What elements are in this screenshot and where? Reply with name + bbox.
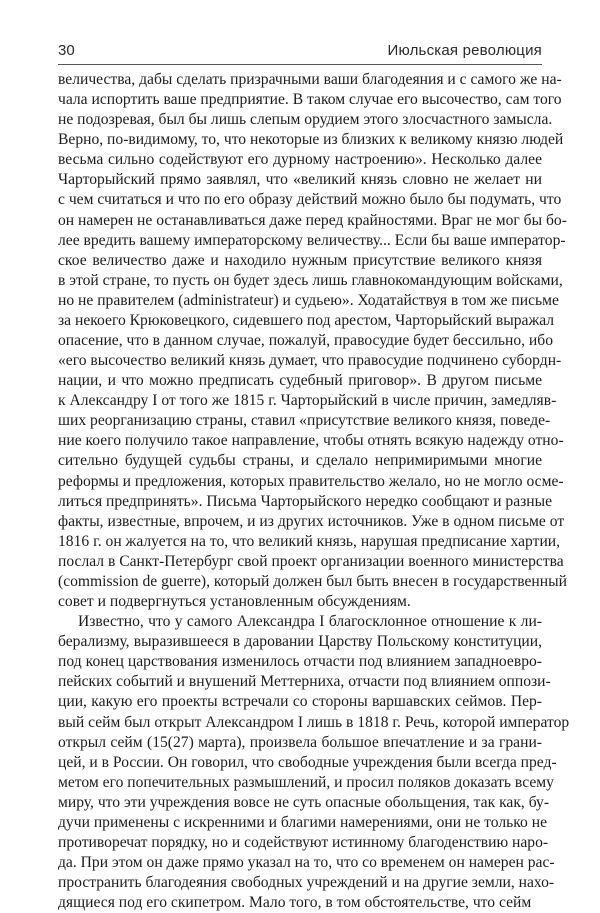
text-line: совет и подвергнуться установленным обсуждениям. [58, 593, 411, 611]
text-line: в этой стране, то пусть он будет здесь лишь главнокомандующим войсками, [58, 271, 563, 289]
text-line: пространить благодеяния свободных учреждений и на другие земли, нахо- [58, 874, 555, 892]
running-header [58, 38, 542, 62]
text-line: опасение, что в данном случае, пожалуй, правосудие будет бессильно, ибо [58, 332, 554, 350]
text-line: Известно, что у самого Александра I благосклонное отношение к ли- [78, 613, 542, 631]
text-line: не подозревая, был бы лишь слепым орудием этого злосчастного замысла. [58, 111, 553, 129]
text-line: ших реорганизацию страны, ставил «присутствие великого князя, поведе- [58, 412, 551, 430]
text-line: метом его попечительных размышлений, и просил поляков доказать всему [58, 773, 554, 791]
text-line: послал в Санкт-Петербург свой проект организации военного министерства [58, 552, 564, 570]
text-line: нации, и что можно предписать судебный приговор». В другом письме [58, 372, 542, 390]
text-line: ское величество даже и находило нужным присутствие великого князя [58, 251, 542, 269]
text-line: дящиеся под его скипетром. Мало того, в том обстоятельстве, что сейм [58, 894, 532, 912]
text-line: 1816 г. он жалуется на то, что великий князь, нарушая предписание хартии, [58, 532, 561, 550]
text-line: противоречат порядку, но и содействуют истинному благоденствию наро- [58, 833, 549, 851]
text-line: сительно будущей судьбы страны, и сделало непримиримыми многие [58, 452, 542, 470]
text-line: «его высочество великий князь думает, что правосудие подчинено субордн- [58, 352, 562, 370]
text-line: он намерен не останавливаться даже перед крайностями. Враг не мог бы бо- [58, 211, 567, 229]
header-rule [58, 64, 542, 65]
text-line: за некоего Крюковецкого, сидевшего под арестом, Чарторыйский выражал [58, 311, 555, 329]
text-line: вый сейм был открыт Александром I лишь в 1818 г. Речь, которой император [58, 713, 570, 731]
text-line: миру, что эти учреждения вовсе не суть опасные обольщения, так как, бу- [58, 793, 550, 811]
body-text [58, 70, 570, 913]
text-line: факты, известные, впрочем, и из других источников. Уже в одном письме от [58, 512, 565, 530]
running-title: Июльская революция [387, 42, 542, 59]
text-line: весьма сильно содействуют его дурному настроению». Несколько далее [58, 151, 542, 169]
text-line: реформы и предложения, которых правительство желало, но не могло осме- [58, 472, 564, 490]
text-line: литься предпринять». Письма Чарторыйского нередко сообщают и разные [58, 492, 553, 510]
text-line: пейских событий и внушений Меттерниха, отчасти под влиянием оппози- [58, 673, 551, 691]
text-line: дучи применены с искренними и благими намерениями, они не только не [58, 813, 547, 831]
page-number: 30 [58, 42, 75, 59]
text-line: цей, и в России. Он говорил, что свободные учреждения были всегда пред- [58, 753, 557, 771]
text-line: берализму, выразившееся в даровании Царству Польскому конституции, [58, 633, 542, 651]
text-line: ние коего получило такое направление, чтобы отнять всякую надежду отно- [58, 432, 564, 450]
paragraph [58, 70, 567, 612]
text-line: величества, дабы сделать призрачными ваши благодеяния и с самого же на- [58, 71, 562, 88]
paragraph [58, 612, 570, 913]
text-line: но не правителем (administrateur) и судьею». Ходатайствуя в том же письме [58, 291, 559, 309]
text-line: Верно, по-видимому, то, что некоторые из близких к великому князю людей [58, 131, 564, 149]
text-line: лее вредить вашему императорскому величеству... Если бы ваше император- [58, 231, 566, 249]
text-line: под конец царствования изменилось отчасти под влиянием западноевро- [58, 653, 542, 671]
text-line: Чарторыйский прямо заявлял, что «великий князь словно не желает ни [58, 171, 542, 189]
text-line: да. При этом он даже прямо указал на то, что со временем он намерен рас- [58, 854, 555, 872]
text-line: (commission de guerre), который должен был быть внесен в государственный [58, 572, 567, 590]
text-line: к Александру I от того же 1815 г. Чарторыйский в числе причин, замедляв- [58, 392, 557, 410]
text-line: ции, какую его проекты встречали со стороны варшавских сеймов. Пер- [58, 693, 542, 711]
text-line: открыл сейм (15(27) марта), произвела большое впечатление и за грани- [58, 733, 542, 751]
text-line: с чем считаться и что по его образу действий можно было бы подумать, что [58, 191, 562, 209]
text-line: чала испортить ваше предприятие. В таком случае его высочество, сам того [58, 91, 562, 109]
